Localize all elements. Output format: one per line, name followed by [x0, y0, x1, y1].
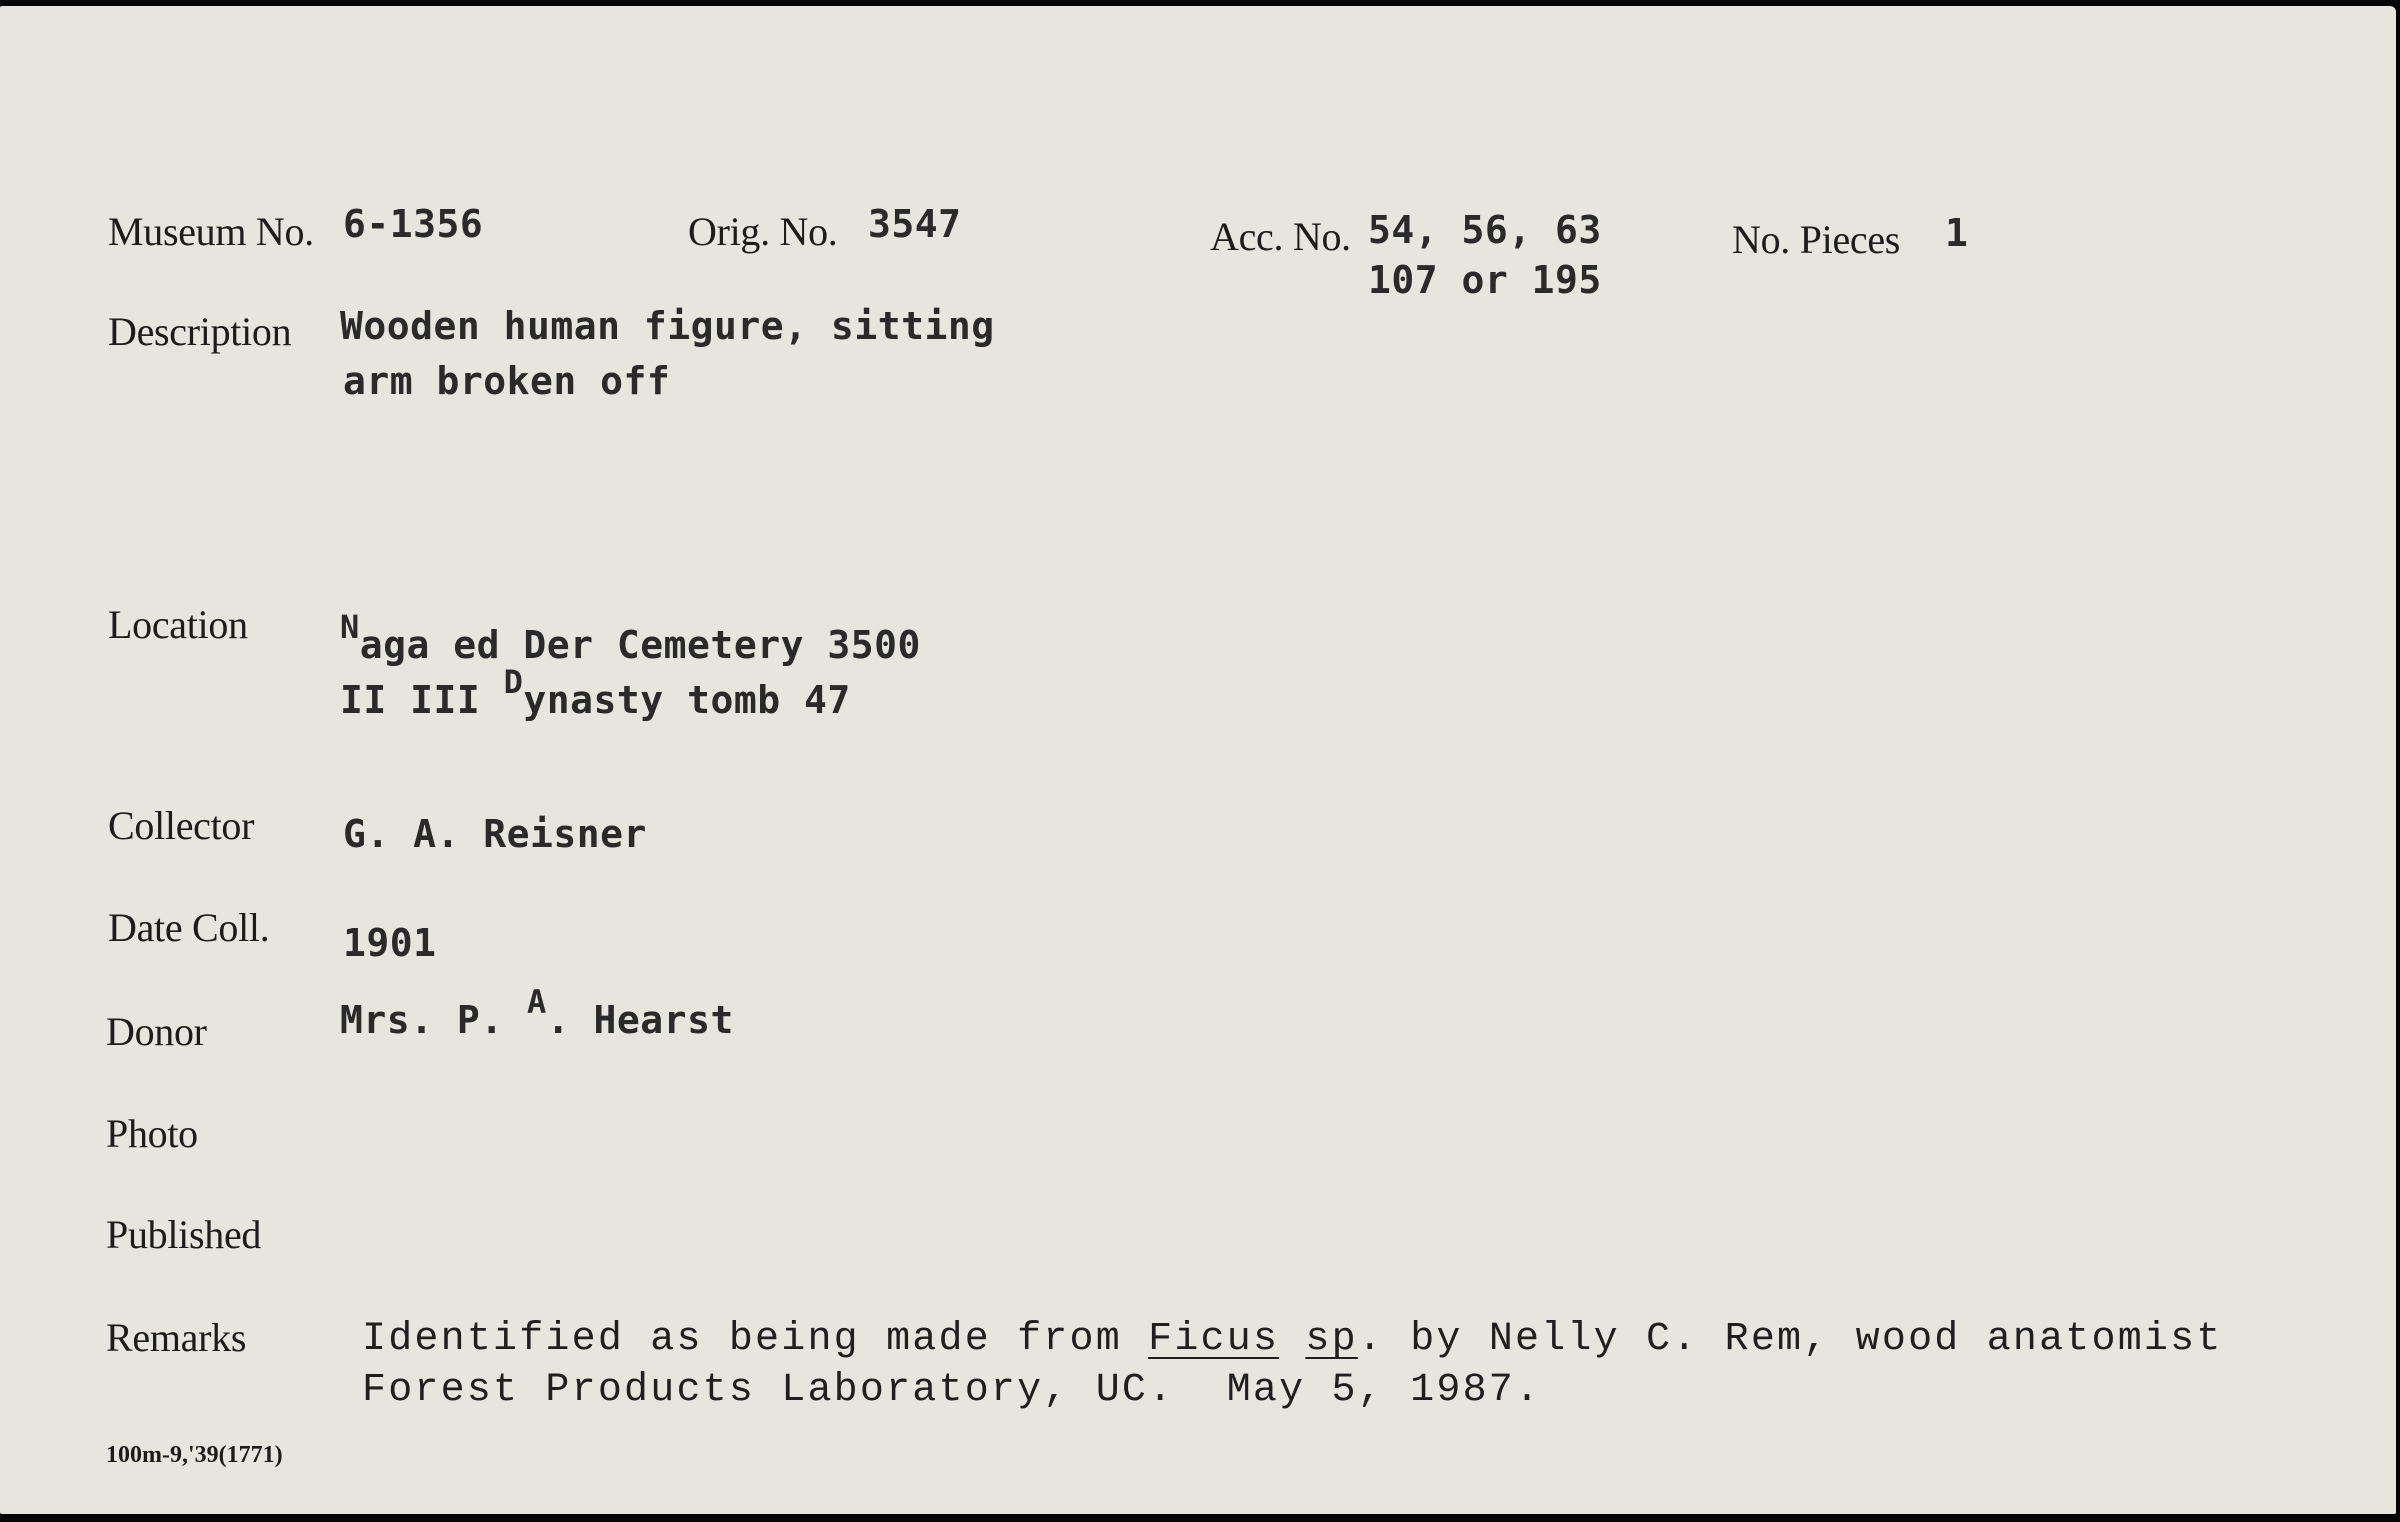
acc-no-value-line1: 54, 56, 63	[1368, 208, 1602, 252]
remarks-label: Remarks	[106, 1315, 247, 1360]
remarks-genus: Ficus	[1148, 1317, 1280, 1362]
date-coll-label: Date Coll.	[108, 905, 270, 950]
location-line1-text: aga ed Der Cemetery 3500	[359, 623, 921, 667]
location-line1	[340, 608, 921, 667]
location-line2	[340, 663, 851, 722]
location-line2-sup: D	[503, 663, 524, 701]
collector-value: G. A. Reisner	[343, 812, 647, 856]
orig-no-label: Orig. No.	[688, 209, 838, 254]
location-label: Location	[108, 602, 248, 647]
remarks-line2: Forest Products Laboratory, UC. May 5, 1987.	[362, 1368, 1542, 1413]
donor-prefix: Mrs. P.	[340, 998, 528, 1042]
card-print-code: 100m-9,'39(1771)	[106, 1442, 283, 1468]
donor-suffix: . Hearst	[546, 998, 734, 1042]
remarks-line1-prefix: Identified as being made from	[362, 1317, 1149, 1362]
remarks-species: sp	[1305, 1317, 1358, 1362]
no-pieces-label: No. Pieces	[1732, 217, 1901, 262]
location-line2-text: ynasty tomb 47	[523, 678, 851, 722]
photo-label: Photo	[106, 1111, 198, 1156]
donor-value	[340, 983, 734, 1042]
date-coll-value: 1901	[343, 921, 437, 965]
donor-sup: A	[527, 983, 547, 1021]
location-initial: N	[340, 608, 360, 646]
description-label: Description	[108, 309, 292, 354]
catalog-card	[0, 6, 2396, 1514]
orig-no-value: 3547	[868, 202, 962, 246]
museum-no-label: Museum No.	[108, 209, 314, 254]
description-line2: arm broken off	[343, 359, 671, 403]
acc-no-label: Acc. No.	[1210, 214, 1351, 259]
acc-no-value-line2: 107 or 195	[1368, 258, 1602, 302]
description-line1: Wooden human figure, sitting	[340, 304, 995, 348]
remarks-line1-suffix: . by Nelly C. Rem, wood anatomist	[1357, 1317, 2223, 1362]
collector-label: Collector	[108, 803, 255, 848]
donor-label: Donor	[106, 1009, 207, 1054]
published-label: Published	[106, 1212, 262, 1257]
museum-no-value: 6-1356	[343, 202, 484, 246]
remarks-line1	[362, 1317, 2223, 1362]
location-line2-prefix: II III	[340, 678, 504, 722]
no-pieces-value: 1	[1945, 211, 1969, 255]
